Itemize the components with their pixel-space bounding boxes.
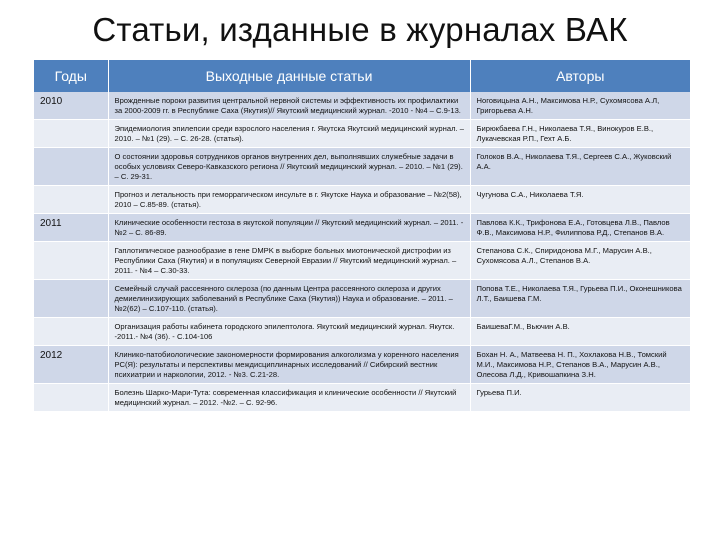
table-row xyxy=(34,242,690,280)
row-authors: Бохан Н. А., Матвеева Н. П., Хохлакова Н.В., Томский М.И., Максимова Н.Р., Степанов В.А., Марусин А.В., Олесова Л.Д., Кривошапкина З.Н. xyxy=(470,346,690,384)
row-authors: Чугунова С.А., Николаева Т.Я. xyxy=(470,186,690,214)
row-year xyxy=(34,186,108,214)
header-publication: Выходные данные статьи xyxy=(108,60,470,92)
row-year xyxy=(34,318,108,346)
row-authors: Гурьева П.И. xyxy=(470,384,690,412)
row-publication: Болезнь Шарко-Мари-Тута: современная классификация и клинические особенности // Якутский медицинский журнал. – 2012. -№2. – С. 92-96. xyxy=(108,384,470,412)
table-row xyxy=(34,186,690,214)
header-authors: Авторы xyxy=(470,60,690,92)
row-publication: Организация работы кабинета городского эпилептолога. Якутский медицинский журнал. Якутск. -2011.- №4 (36). - С.104-106 xyxy=(108,318,470,346)
row-year xyxy=(34,242,108,280)
row-year xyxy=(34,280,108,318)
row-year xyxy=(34,148,108,186)
row-year: 2012 xyxy=(34,346,108,384)
row-publication: Врожденные пороки развития центральной нервной системы и эффективность их профилактики за 2000-2009 гг. в Республике Саха (Якутия)// Якутский медицинский журнал. -2010 - №4 – С.9-13. xyxy=(108,92,470,120)
header-years: Годы xyxy=(34,60,108,92)
row-publication: О состоянии здоровья сотрудников органов внутренних дел, выполнявших служебные задачи в особых условиях Северо-Кавказского региона // Якутский медицинский журнал. – 2010. – №1 (29). – С. 29-31. xyxy=(108,148,470,186)
table-row xyxy=(34,120,690,148)
row-publication: Клинико-патобиологические закономерности формирования алкоголизма у коренного населения РС(Я): результаты и перспективы междисциплинарных исследований // Сибирский вестник психиатрии и наркологии, 2012. - №3. С.21-28. xyxy=(108,346,470,384)
row-authors: Голоков В.А., Николаева Т.Я., Сергеев С.А., Жуковский А.А. xyxy=(470,148,690,186)
row-year: 2010 xyxy=(34,92,108,120)
row-publication: Эпидемиология эпилепсии среди взрослого населения г. Якутска Якутский медицинский журнал. – 2010. – №1 (29). – С. 26-28. (статья). xyxy=(108,120,470,148)
table-row xyxy=(34,92,690,120)
row-authors: Степанова С.К., Спиридонова М.Г., Марусин А.В., Сухомясова А.Л., Степанов В.А. xyxy=(470,242,690,280)
row-year: 2011 xyxy=(34,214,108,242)
row-authors: БаишеваГ.М., Вьючин А.В. xyxy=(470,318,690,346)
row-authors: Попова Т.Е., Николаева Т.Я., Гурьева П.И., Оконешникова Л.Т., Баишева Г.М. xyxy=(470,280,690,318)
row-year xyxy=(34,120,108,148)
table-row xyxy=(34,148,690,186)
row-authors: Бирюкбаева Г.Н., Николаева Т.Я., Винокуров Е.В., Лукачевская Р.П., Гехт А.Б. xyxy=(470,120,690,148)
table-row xyxy=(34,384,690,412)
row-publication: Прогноз и летальность при геморрагическом инсульте в г. Якутске Наука и образование – №2(58), 2010 – С.85-89. (статья). xyxy=(108,186,470,214)
table-row xyxy=(34,214,690,242)
row-publication: Гаплотипическое разнообразие в гене DMPK в выборке больных миотонической дистрофии из Республики Саха (Якутия) и в популяциях Северной Евразии // Якутский медицинский журнал. – 2011. - №4 – С.30-33. xyxy=(108,242,470,280)
table-header-row xyxy=(34,60,690,92)
row-authors: Павлова К.К., Трифонова Е.А., Готовцева Л.В., Павлов Ф.В., Максимова Н.Р., Филиппова Р.Д., Степанов В.А. xyxy=(470,214,690,242)
row-publication: Клинические особенности гестоза в якутской популяции // Якутский медицинский журнал. – 2011. - №2 – С. 86-89. xyxy=(108,214,470,242)
publications-table xyxy=(34,60,690,412)
table-row xyxy=(34,346,690,384)
row-year xyxy=(34,384,108,412)
row-publication: Семейный случай рассеянного склероза (по данным Центра рассеянного склероза и других демиелинизирующих заболеваний в Республике Саха (Якутия)) Наука и образование. – 2011. – №2(62) – С.107-110. (статья). xyxy=(108,280,470,318)
table-row xyxy=(34,280,690,318)
slide-title: Статьи, изданные в журналах ВАК xyxy=(92,11,628,48)
row-authors: Ноговицына А.Н., Максимова Н.Р., Сухомясова А.Л, Григорьева А.Н. xyxy=(470,92,690,120)
table-row xyxy=(34,318,690,346)
